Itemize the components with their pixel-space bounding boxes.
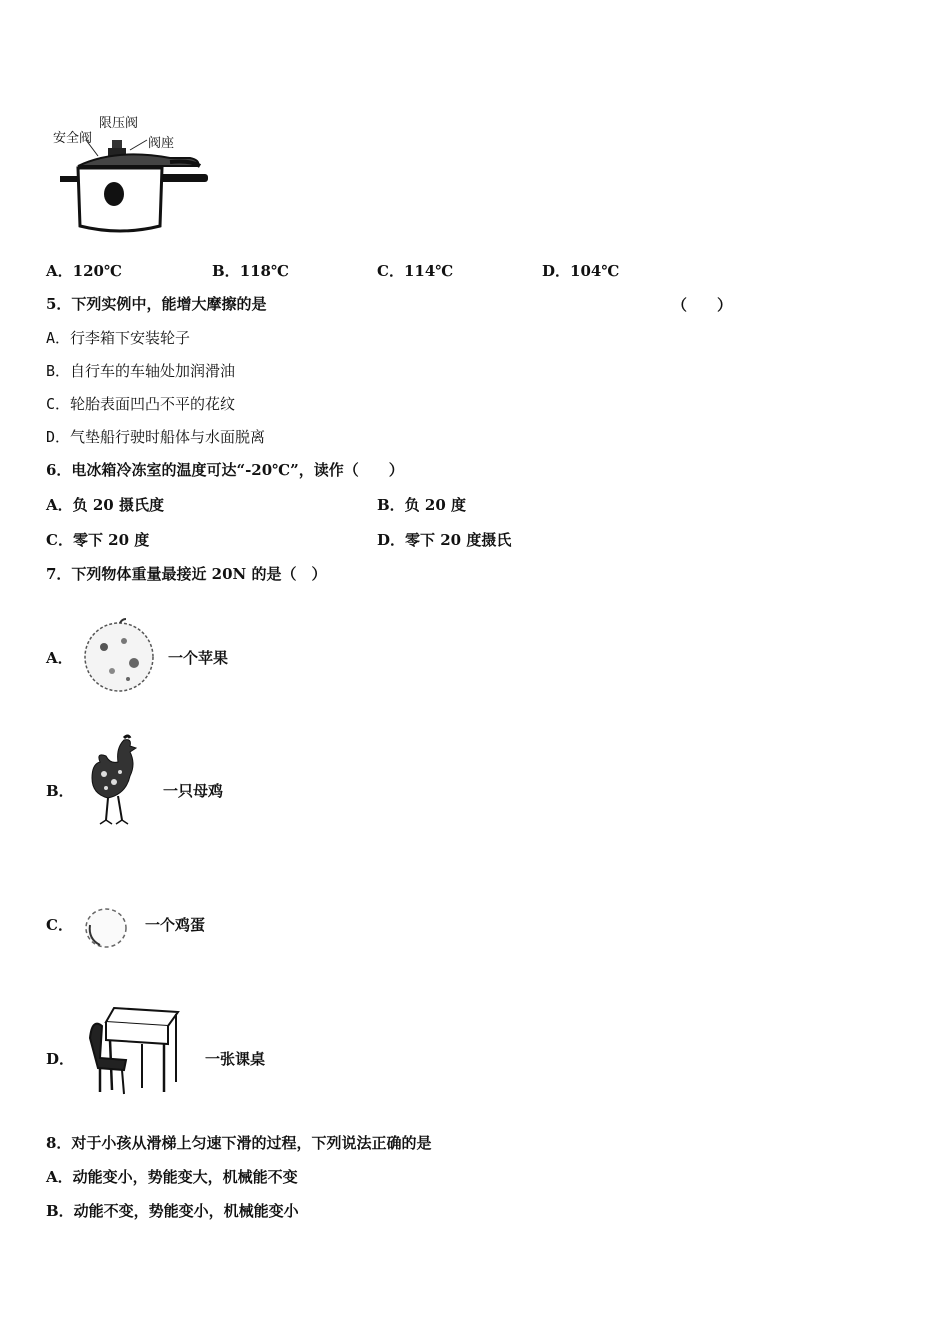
valve-seat-label: 阀座 — [148, 136, 175, 151]
q4-option-b-text: 118℃ — [239, 262, 289, 280]
q5-option-d[interactable]: D．气垫船行驶时船体与水面脱离 — [46, 428, 266, 446]
q5-answer-paren: （ ） — [672, 296, 733, 314]
q8-option-a[interactable]: A．动能变小，势能变大，机械能不变 — [46, 1168, 298, 1186]
q6-option-d[interactable]: D．零下 20 度摄氏 — [377, 531, 512, 549]
q4-option-d[interactable] — [542, 261, 619, 281]
pressure-valve-label: 限压阀 — [99, 116, 139, 131]
pressure-cooker-icon — [50, 108, 220, 240]
q7-option-c-text[interactable]: 一个鸡蛋 — [145, 916, 206, 934]
q5-option-c[interactable]: C．轮胎表面凹凸不平的花纹 — [46, 395, 236, 413]
apple-icon — [82, 617, 156, 697]
desk-icon — [86, 1000, 186, 1096]
q4-option-c-text: 114℃ — [403, 262, 454, 280]
pressure-cooker-figure — [50, 108, 220, 240]
q7-option-b-text[interactable]: 一只母鸡 — [163, 782, 224, 800]
q4-option-d-text: 104℃ — [570, 262, 620, 280]
q5-option-a[interactable]: A．行李箱下安装轮子 — [46, 329, 191, 347]
q7-option-d-text[interactable]: 一张课桌 — [205, 1050, 266, 1068]
q6-option-a[interactable]: A．负 20 摄氏度 — [46, 496, 164, 514]
q7-option-d-letter[interactable]: D． — [46, 1050, 75, 1068]
q4-option-d-letter: D． — [542, 262, 571, 280]
hen-icon — [86, 734, 146, 828]
q5-stem: 5．下列实例中，能增大摩擦的是 — [46, 295, 267, 313]
q7-option-c-letter[interactable]: C． — [46, 916, 73, 934]
q4-option-a-text: 120℃ — [72, 262, 122, 280]
q4-option-b[interactable] — [212, 261, 289, 281]
q5-option-b[interactable]: B．自行车的车轴处加润滑油 — [46, 362, 236, 380]
egg-icon — [82, 905, 132, 951]
q6-stem: 6．电冰箱冷冻室的温度可达“-20℃”，读作（ ） — [46, 461, 404, 479]
q4-option-a-letter: A． — [46, 262, 73, 280]
q4-option-c-letter: C． — [377, 262, 404, 280]
q8-option-b[interactable]: B．动能不变，势能变小，机械能变小 — [46, 1202, 299, 1220]
q7-option-b-letter[interactable]: B． — [46, 782, 74, 800]
q7-stem: 7．下列物体重量最接近 20N 的是（ ） — [46, 565, 327, 583]
q4-option-c[interactable] — [377, 261, 453, 281]
q7-option-a-text[interactable]: 一个苹果 — [168, 649, 229, 667]
q4-option-a[interactable] — [46, 261, 122, 281]
q8-stem: 8．对于小孩从滑梯上匀速下滑的过程，下列说法正确的是 — [46, 1134, 432, 1152]
q4-option-b-letter: B． — [212, 262, 240, 280]
q7-option-a-letter[interactable]: A． — [46, 649, 73, 667]
q6-option-c[interactable]: C．零下 20 度 — [46, 531, 150, 549]
safety-valve-label: 安全阀 — [53, 131, 93, 146]
q6-option-b[interactable]: B．负 20 度 — [377, 496, 466, 514]
